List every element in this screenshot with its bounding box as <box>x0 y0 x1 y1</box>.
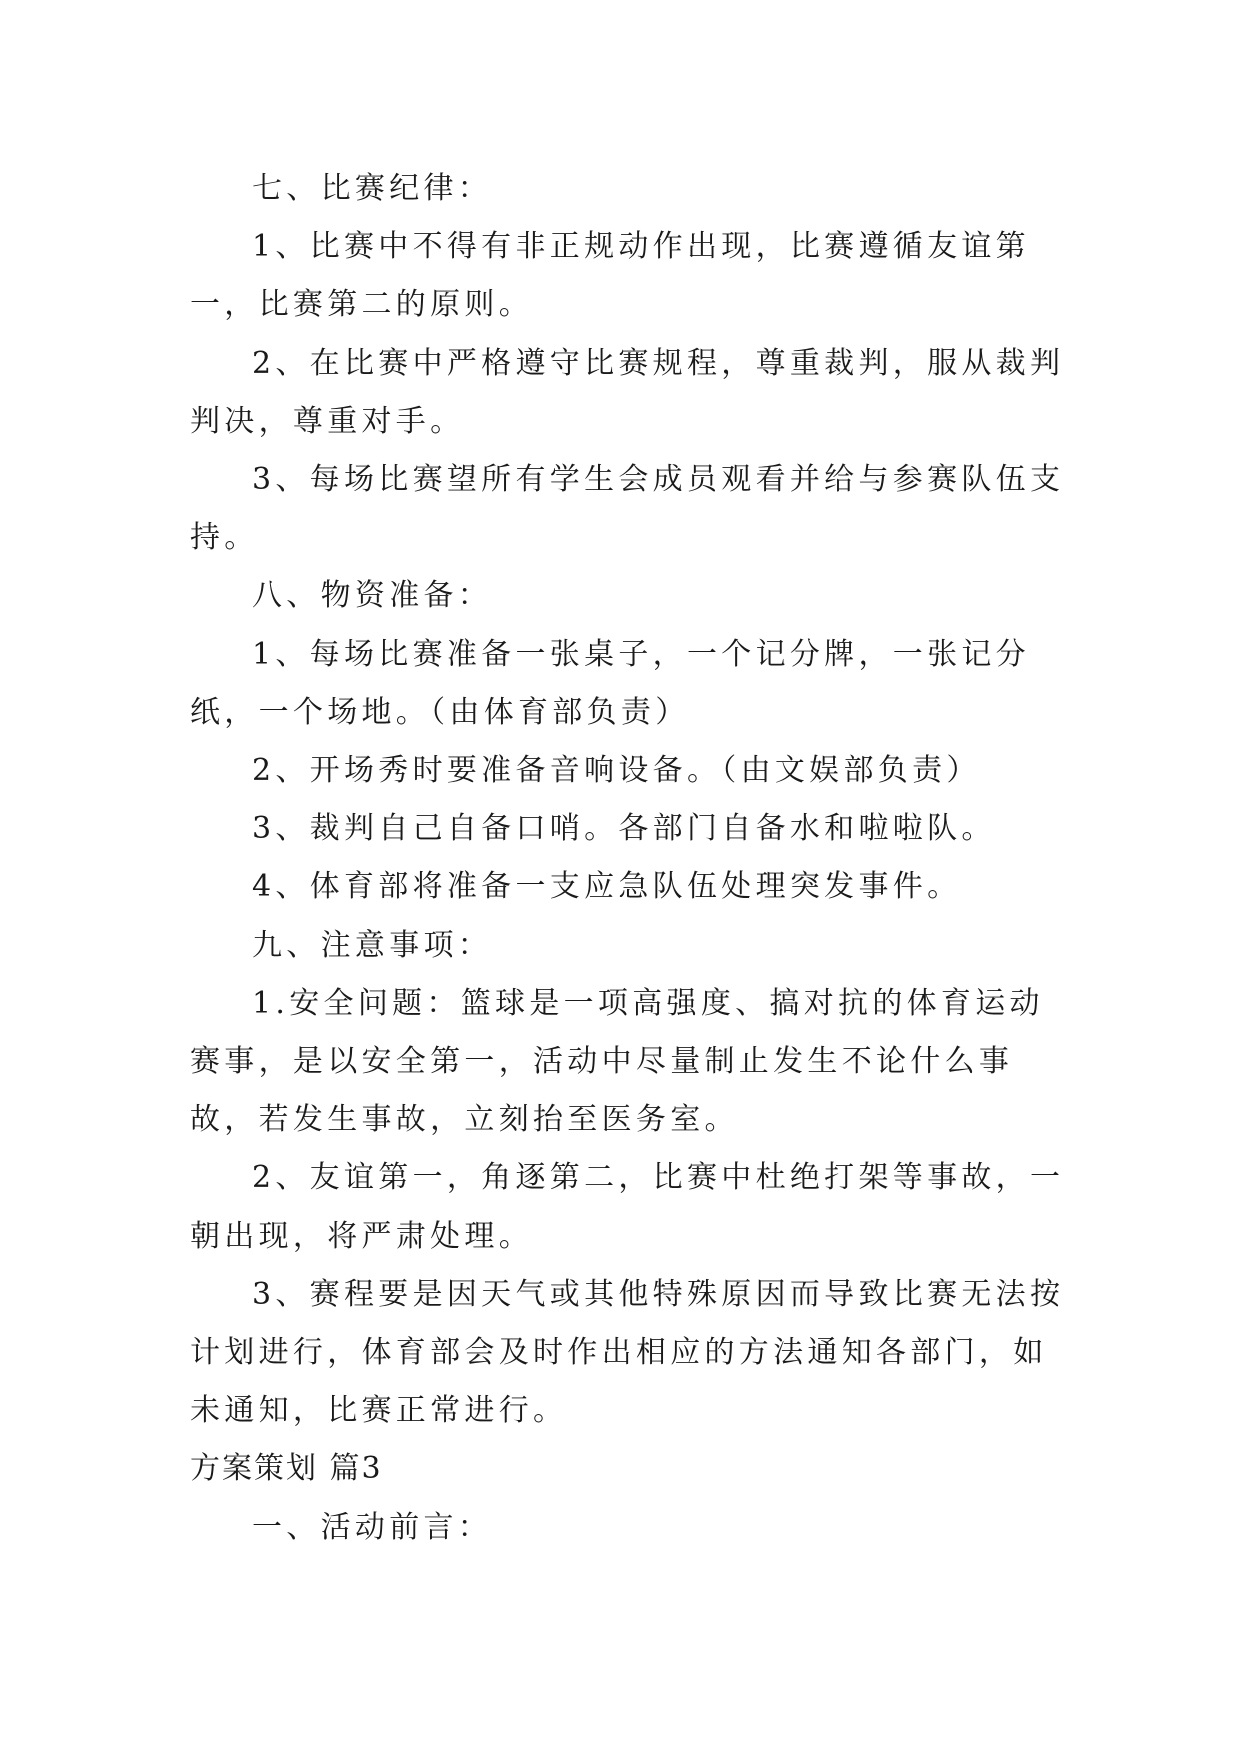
paragraph: 2、开场秀时要准备音响设备。（由文娱部负责） <box>252 753 981 789</box>
paragraph: 3、每场比赛望所有学生会成员观看并给与参赛队伍支持。 <box>190 462 1065 556</box>
document-body <box>190 160 1070 1557</box>
heading-materials: 八、物资准备： <box>252 578 493 614</box>
paragraph: 1、每场比赛准备一张桌子，一个记分牌，一张记分纸，一个场地。（由体育部负责） <box>190 636 1030 730</box>
paragraph: 3、赛程要是因天气或其他特殊原因而导致比赛无法按计划进行，体育部会及时作出相应的方法通知各部门，如未通知，比赛正常进行。 <box>190 1276 1065 1429</box>
paragraph: 4、体育部将准备一支应急队伍处理突发事件。 <box>252 869 962 905</box>
paragraph: 1、比赛中不得有非正规动作出现，比赛遵循友谊第一，比赛第二的原则。 <box>190 229 1030 323</box>
heading-discipline: 七、比赛纪律： <box>252 171 493 206</box>
heading-notes: 九、注意事项： <box>252 927 493 963</box>
paragraph: 2、在比赛中严格遵守比赛规程，尊重裁判，服从裁判判决，尊重对手。 <box>190 345 1065 439</box>
paragraph: 2、友谊第一，角逐第二，比赛中杜绝打架等事故，一朝出现，将严肃处理。 <box>190 1160 1065 1254</box>
heading-preface: 一、活动前言： <box>252 1509 493 1545</box>
paragraph: 3、裁判自己自备口哨。各部门自备水和啦啦队。 <box>252 811 996 847</box>
paragraph: 1.安全问题：篮球是一项高强度、搞对抗的体育运动赛事，是以安全第一，活动中尽量制止发生不论什么事故，若发生事故，立刻抬至医务室。 <box>190 985 1044 1138</box>
section-title: 方案策划 篇3 <box>190 1451 383 1487</box>
